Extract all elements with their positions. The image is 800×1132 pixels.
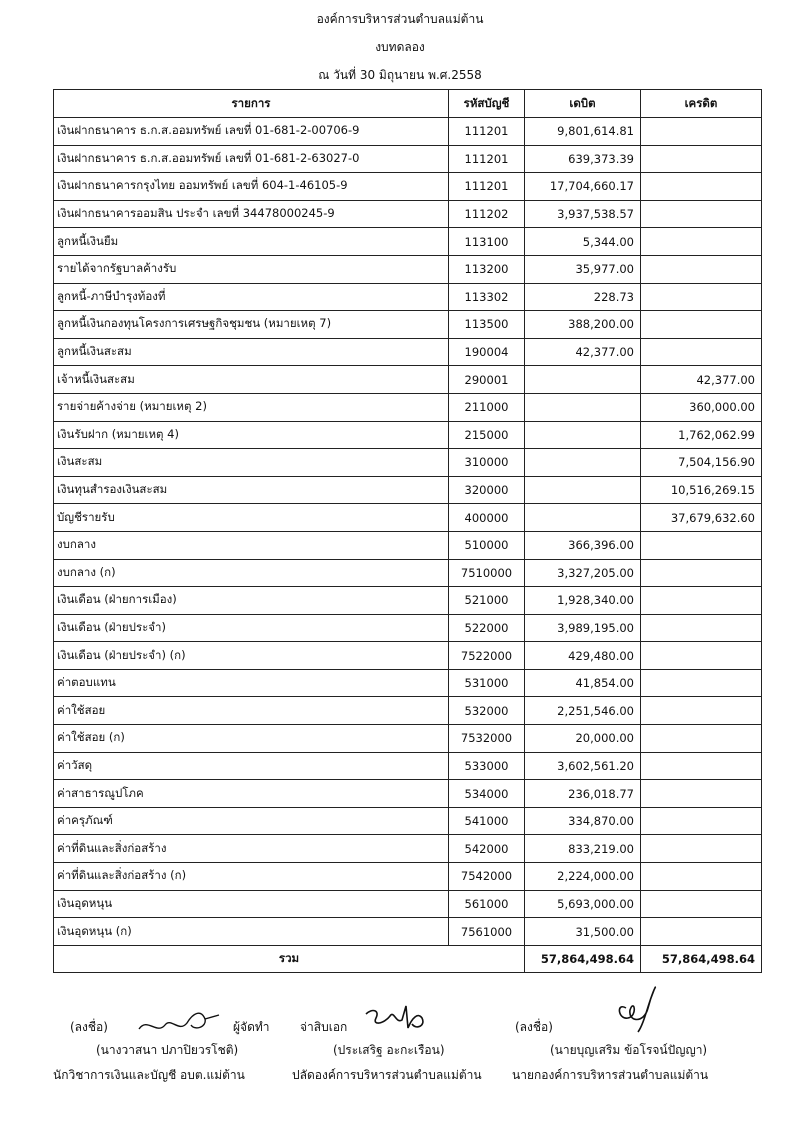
- row-item: ค่าตอบแทน: [54, 669, 449, 697]
- middle-signer-title: ปลัดองค์การบริหารส่วนตำบลแม่ต้าน: [292, 1068, 482, 1082]
- table-row: [54, 725, 762, 753]
- row-debit: 2,224,000.00: [525, 863, 641, 891]
- row-item: งบกลาง: [54, 531, 449, 559]
- middle-signer-name: (ประเสริฐ อะกะเรือน): [333, 1043, 445, 1057]
- row-item: ค่าที่ดินและสิ่งก่อสร้าง: [54, 835, 449, 863]
- right-signer-title: นายกองค์การบริหารส่วนตำบลแม่ต้าน: [512, 1068, 709, 1082]
- row-debit: [525, 421, 641, 449]
- row-debit: 429,480.00: [525, 642, 641, 670]
- row-debit: 35,977.00: [525, 255, 641, 283]
- row-item: เงินฝากธนาคาร ธ.ก.ส.ออมทรัพย์ เลขที่ 01-681-2-63027-0: [54, 145, 449, 173]
- row-debit: 3,602,561.20: [525, 752, 641, 780]
- row-item: ค่าใช้สอย: [54, 697, 449, 725]
- right-sign-prefix: (ลงชื่อ): [515, 1020, 553, 1034]
- row-credit: [641, 890, 762, 918]
- doc-title: งบทดลอง: [375, 40, 425, 54]
- table-row: [54, 752, 762, 780]
- table-row: [54, 890, 762, 918]
- row-code: 541000: [449, 807, 525, 835]
- row-credit: 7,504,156.90: [641, 449, 762, 477]
- row-credit: [641, 807, 762, 835]
- row-item: เงินฝากธนาคาร ธ.ก.ส.ออมทรัพย์ เลขที่ 01-681-2-00706-9: [54, 118, 449, 146]
- row-item: เงินทุนสำรองเงินสะสม: [54, 476, 449, 504]
- row-credit: [641, 697, 762, 725]
- col-header-credit: เครดิต: [641, 90, 762, 118]
- row-code: 7510000: [449, 559, 525, 587]
- row-debit: [525, 476, 641, 504]
- left-sign-role: ผู้จัดทำ: [233, 1020, 270, 1034]
- right-signature-icon: [598, 978, 670, 1036]
- row-debit: 3,989,195.00: [525, 614, 641, 642]
- row-code: 7542000: [449, 863, 525, 891]
- row-code: 113200: [449, 255, 525, 283]
- row-credit: [641, 669, 762, 697]
- row-debit: 41,854.00: [525, 669, 641, 697]
- row-code: 7532000: [449, 725, 525, 753]
- row-item: ค่าวัสดุ: [54, 752, 449, 780]
- table-row: [54, 835, 762, 863]
- row-item: ลูกหนี้เงินสะสม: [54, 338, 449, 366]
- table-row: [54, 587, 762, 615]
- row-code: 111202: [449, 200, 525, 228]
- org-name: องค์การบริหารส่วนตำบลแม่ต้าน: [316, 12, 484, 26]
- table-header-row: [54, 90, 762, 118]
- table-row: [54, 228, 762, 256]
- row-debit: 5,344.00: [525, 228, 641, 256]
- row-credit: [641, 559, 762, 587]
- table-row: [54, 421, 762, 449]
- row-credit: [641, 145, 762, 173]
- table-row: [54, 393, 762, 421]
- row-credit: [641, 614, 762, 642]
- row-debit: 9,801,614.81: [525, 118, 641, 146]
- row-credit: [641, 283, 762, 311]
- row-code: 190004: [449, 338, 525, 366]
- table-row: [54, 504, 762, 532]
- right-signer-name: (นายบุญเสริม ข้อโรจน์ปัญญา): [550, 1043, 708, 1057]
- total-debit: 57,864,498.64: [525, 945, 641, 972]
- row-credit: [641, 642, 762, 670]
- row-code: 534000: [449, 780, 525, 808]
- row-item: ลูกหนี้เงินกองทุนโครงการเศรษฐกิจชุมชน (หมายเหตุ 7): [54, 311, 449, 339]
- row-debit: 20,000.00: [525, 725, 641, 753]
- trial-balance-table: [53, 89, 762, 973]
- row-debit: 228.73: [525, 283, 641, 311]
- row-item: เงินรับฝาก (หมายเหตุ 4): [54, 421, 449, 449]
- table-row: [54, 145, 762, 173]
- row-item: เงินฝากธนาคารกรุงไทย ออมทรัพย์ เลขที่ 604-1-46105-9: [54, 173, 449, 201]
- row-debit: 3,937,538.57: [525, 200, 641, 228]
- col-header-item: รายการ: [54, 90, 449, 118]
- row-credit: [641, 200, 762, 228]
- row-credit: [641, 725, 762, 753]
- row-credit: 360,000.00: [641, 393, 762, 421]
- row-item: ค่าใช้สอย (ก): [54, 725, 449, 753]
- row-code: 561000: [449, 890, 525, 918]
- table-row: [54, 863, 762, 891]
- table-row: [54, 366, 762, 394]
- left-sign-prefix: (ลงชื่อ): [70, 1020, 108, 1034]
- table-row: [54, 669, 762, 697]
- row-code: 7561000: [449, 918, 525, 946]
- row-code: 531000: [449, 669, 525, 697]
- row-credit: [641, 835, 762, 863]
- row-code: 215000: [449, 421, 525, 449]
- row-credit: [641, 587, 762, 615]
- row-credit: [641, 780, 762, 808]
- row-item: เงินอุดหนุน (ก): [54, 918, 449, 946]
- row-credit: [641, 752, 762, 780]
- row-debit: [525, 504, 641, 532]
- row-credit: 10,516,269.15: [641, 476, 762, 504]
- row-credit: [641, 918, 762, 946]
- row-debit: [525, 366, 641, 394]
- row-item: งบกลาง (ก): [54, 559, 449, 587]
- row-debit: 5,693,000.00: [525, 890, 641, 918]
- row-debit: 388,200.00: [525, 311, 641, 339]
- row-code: 510000: [449, 531, 525, 559]
- row-debit: 3,327,205.00: [525, 559, 641, 587]
- table-row: [54, 918, 762, 946]
- row-debit: 366,396.00: [525, 531, 641, 559]
- left-signer-title: นักวิชาการเงินและบัญชี อบต.แม่ต้าน: [53, 1068, 245, 1082]
- row-item: เจ้าหนี้เงินสะสม: [54, 366, 449, 394]
- row-code: 532000: [449, 697, 525, 725]
- row-item: เงินเดือน (ฝ่ายประจำ): [54, 614, 449, 642]
- date-line: ณ วันที่ 30 มิถุนายน พ.ศ.2558: [318, 68, 482, 82]
- table-row: [54, 807, 762, 835]
- row-code: 400000: [449, 504, 525, 532]
- table-row: [54, 531, 762, 559]
- row-item: ค่าครุภัณฑ์: [54, 807, 449, 835]
- middle-signature-icon: [362, 1000, 432, 1036]
- col-header-debit: เดบิต: [525, 90, 641, 118]
- row-item: เงินฝากธนาคารออมสิน ประจำ เลขที่ 34478000245-9: [54, 200, 449, 228]
- row-code: 113500: [449, 311, 525, 339]
- left-signer-name: (นางวาสนา ปภาปิยวรโชติ): [96, 1043, 239, 1057]
- table-row: [54, 476, 762, 504]
- row-item: เงินเดือน (ฝ่ายการเมือง): [54, 587, 449, 615]
- row-item: บัญชีรายรับ: [54, 504, 449, 532]
- row-credit: [641, 118, 762, 146]
- row-item: เงินอุดหนุน: [54, 890, 449, 918]
- table-row: [54, 311, 762, 339]
- row-item: ค่าที่ดินและสิ่งก่อสร้าง (ก): [54, 863, 449, 891]
- row-code: 111201: [449, 145, 525, 173]
- row-code: 320000: [449, 476, 525, 504]
- row-debit: 42,377.00: [525, 338, 641, 366]
- row-credit: 37,679,632.60: [641, 504, 762, 532]
- col-header-code: รหัสบัญชี: [449, 90, 525, 118]
- row-credit: [641, 531, 762, 559]
- row-credit: [641, 311, 762, 339]
- row-code: 521000: [449, 587, 525, 615]
- row-item: เงินเดือน (ฝ่ายประจำ) (ก): [54, 642, 449, 670]
- row-code: 533000: [449, 752, 525, 780]
- table-row: [54, 614, 762, 642]
- row-debit: 1,928,340.00: [525, 587, 641, 615]
- row-code: 113302: [449, 283, 525, 311]
- row-item: ค่าสาธารณูปโภค: [54, 780, 449, 808]
- table-row: [54, 118, 762, 146]
- row-debit: 2,251,546.00: [525, 697, 641, 725]
- row-credit: [641, 173, 762, 201]
- row-debit: 236,018.77: [525, 780, 641, 808]
- row-debit: 17,704,660.17: [525, 173, 641, 201]
- middle-sign-prefix: จ่าสิบเอก: [300, 1020, 348, 1034]
- row-debit: 31,500.00: [525, 918, 641, 946]
- row-debit: [525, 393, 641, 421]
- row-credit: [641, 338, 762, 366]
- row-debit: 639,373.39: [525, 145, 641, 173]
- table-row: [54, 200, 762, 228]
- row-debit: [525, 449, 641, 477]
- row-debit: 833,219.00: [525, 835, 641, 863]
- table-row: [54, 255, 762, 283]
- table-row: [54, 780, 762, 808]
- row-item: รายได้จากรัฐบาลค้างรับ: [54, 255, 449, 283]
- table-row: [54, 173, 762, 201]
- table-row: [54, 559, 762, 587]
- table-body: [54, 118, 762, 946]
- total-credit: 57,864,498.64: [641, 945, 762, 972]
- table-row: [54, 449, 762, 477]
- row-code: 7522000: [449, 642, 525, 670]
- row-credit: 1,762,062.99: [641, 421, 762, 449]
- row-code: 522000: [449, 614, 525, 642]
- row-credit: 42,377.00: [641, 366, 762, 394]
- row-code: 111201: [449, 118, 525, 146]
- row-code: 211000: [449, 393, 525, 421]
- row-code: 111201: [449, 173, 525, 201]
- row-item: ลูกหนี้เงินยืม: [54, 228, 449, 256]
- table-row: [54, 338, 762, 366]
- row-credit: [641, 255, 762, 283]
- row-item: เงินสะสม: [54, 449, 449, 477]
- total-row: [54, 945, 762, 972]
- total-label: รวม: [54, 945, 525, 972]
- left-signature-icon: [135, 1003, 225, 1037]
- row-credit: [641, 863, 762, 891]
- row-item: รายจ่ายค้างจ่าย (หมายเหตุ 2): [54, 393, 449, 421]
- table-row: [54, 283, 762, 311]
- row-item: ลูกหนี้-ภาษีบำรุงท้องที่: [54, 283, 449, 311]
- row-debit: 334,870.00: [525, 807, 641, 835]
- row-code: 113100: [449, 228, 525, 256]
- row-code: 310000: [449, 449, 525, 477]
- row-code: 290001: [449, 366, 525, 394]
- table-row: [54, 697, 762, 725]
- table-row: [54, 642, 762, 670]
- row-credit: [641, 228, 762, 256]
- row-code: 542000: [449, 835, 525, 863]
